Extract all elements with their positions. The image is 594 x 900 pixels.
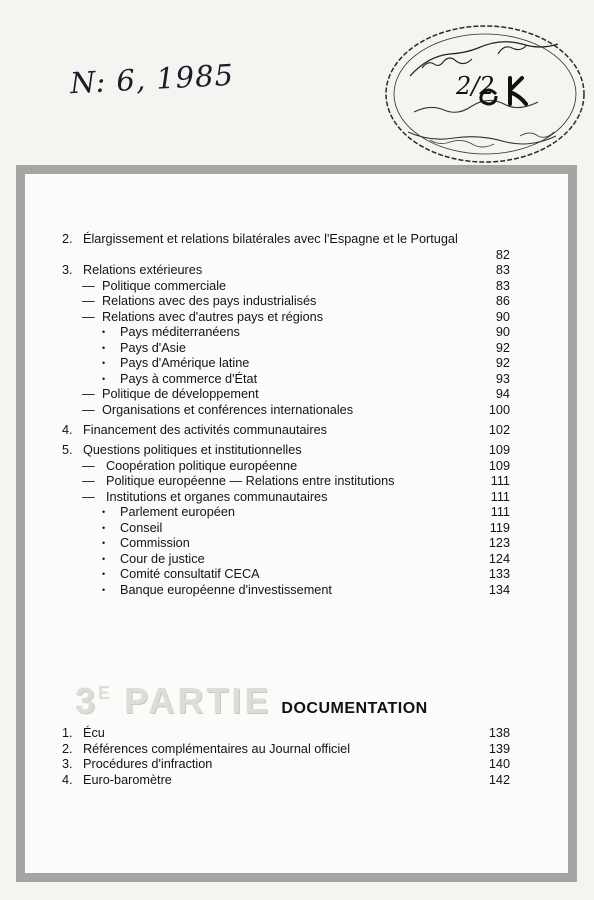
toc-block-3 <box>62 443 510 598</box>
part-heading <box>75 680 428 722</box>
toc-row: 1. Écu 138 <box>62 726 510 740</box>
toc-row: • Pays à commerce d'État 93 <box>102 371 510 386</box>
documentation-list <box>62 726 510 788</box>
toc-row: 3. Procédures d'infraction 140 <box>62 757 510 771</box>
toc-row: 4. Euro-baromètre 142 <box>62 772 510 787</box>
toc-row: • Cour de justice 124 <box>102 551 510 566</box>
part-word: PARTIE <box>124 680 272 721</box>
toc-block-1 <box>62 232 510 418</box>
toc-block-2 <box>62 423 510 439</box>
toc-row: • Pays méditerranéens 90 <box>102 325 510 339</box>
toc-row: — Politique européenne — Relations entre institutions 111 <box>82 474 510 488</box>
toc-row: • Parlement européen 111 <box>102 505 510 519</box>
toc-row: • Comité consultatif CECA 133 <box>102 567 510 581</box>
toc-row: • Pays d'Amérique latine 92 <box>102 356 510 370</box>
toc-row: — Relations avec des pays industrialisés 86 <box>82 294 510 308</box>
part-superscript: E <box>98 683 111 703</box>
toc-row: • Pays d'Asie 92 <box>102 340 510 355</box>
toc-row: — Institutions et organes communautaires 111 <box>82 489 510 504</box>
toc-row: — Politique de développement 94 <box>82 387 510 401</box>
toc-row: 3. Relations extérieures 83 <box>62 263 510 277</box>
library-stamp <box>382 20 588 168</box>
part-number: 3 <box>75 680 98 721</box>
toc-row: — Organisations et conférences internationales 100 <box>82 402 510 417</box>
stamp-note: 2/2 <box>456 72 495 100</box>
toc-row: — Relations avec d'autres pays et régions 90 <box>82 309 510 324</box>
toc-row: 4. Financement des activités communautaires 102 <box>62 423 510 437</box>
toc-row: • Commission 123 <box>102 536 510 550</box>
toc-row: • Banque européenne d'investissement 134 <box>102 582 510 597</box>
part-title: DOCUMENTATION <box>281 700 428 717</box>
toc-row: 2. Références complémentaires au Journal officiel 139 <box>62 741 510 756</box>
toc-row: — Politique commerciale 83 <box>82 278 510 293</box>
handwritten-note: N: 6, 1985 <box>69 57 235 101</box>
toc-row: • Conseil 119 <box>102 520 510 535</box>
toc-row: 5. Questions politiques et institutionnelles 109 <box>62 443 510 457</box>
toc-row: — Coopération politique européenne 109 <box>82 458 510 473</box>
toc-row: 2. Élargissement et relations bilatérales avec l'Espagne et le Portugal 82 <box>62 232 510 262</box>
